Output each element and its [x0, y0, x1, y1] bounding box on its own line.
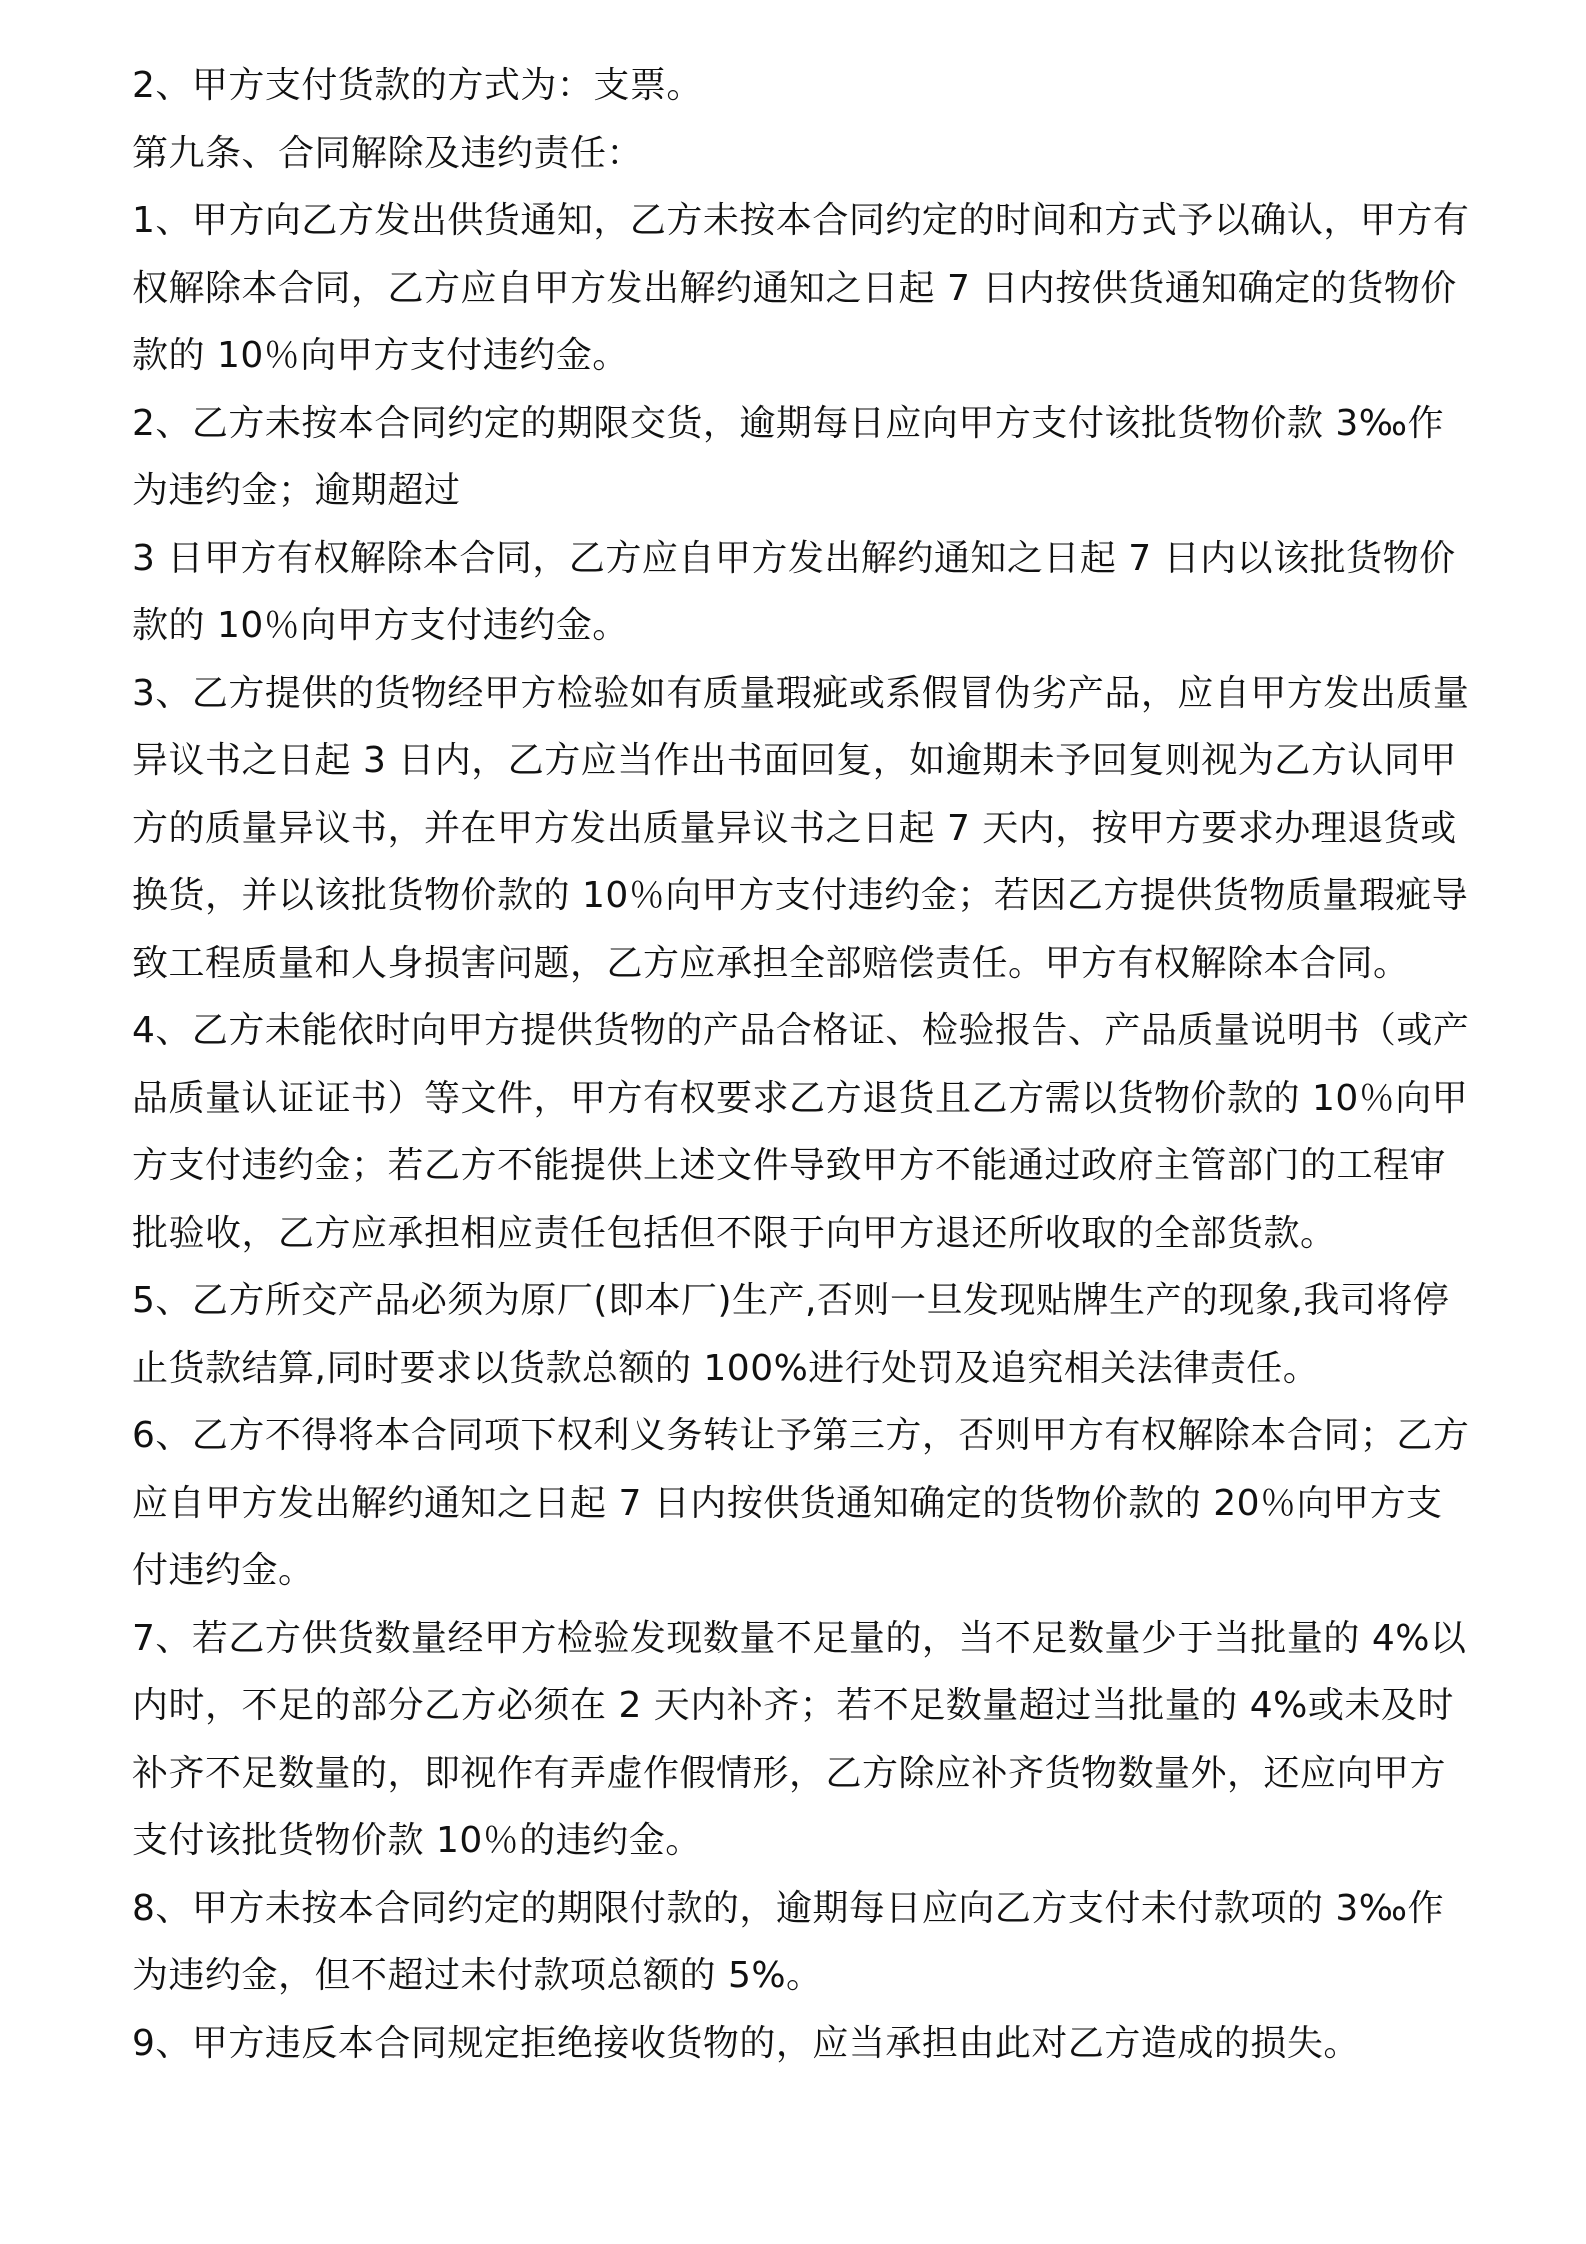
clause-9: 9、甲方违反本合同规定拒绝接收货物的，应当承担由此对乙方造成的损失。	[132, 2022, 1360, 2064]
clause-8: 8、甲方未按本合同约定的期限付款的，逾期每日应向乙方支付未付款项的 3‰作为违约金，但不超过未付款项总额的 5%。	[132, 1887, 1445, 1996]
document-body	[132, 52, 1472, 2077]
article-nine-heading: 第九条、合同解除及违约责任：	[132, 132, 644, 174]
clause-2: 2、乙方未按本合同约定的期限交货，逾期每日应向甲方支付该批货物价款 3‰作为违约金；逾期超过	[132, 402, 1445, 511]
clause-7: 7、若乙方供货数量经甲方检验发现数量不足量的，当不足数量少于当批量的 4%以内时，不足的部分乙方必须在 2 天内补齐；若不足数量超过当批量的 4%或未及时补齐不足数量的，即视作有弄虚作假情形，乙方除应补齐货物数量外，还应向甲方支付该批货物价款 10％的违约金。	[132, 1617, 1467, 1861]
clause-5: 5、乙方所交产品必须为原厂(即本厂)生产,否则一旦发现贴牌生产的现象,我司将停止货款结算,同时要求以货款总额的 100%进行处罚及追究相关法律责任。	[132, 1280, 1450, 1389]
clause-2-continued: 3 日甲方有权解除本合同，乙方应自甲方发出解约通知之日起 7 日内以该批货物价款的 10％向甲方支付违约金。	[132, 537, 1456, 646]
clause-6: 6、乙方不得将本合同项下权利义务转让予第三方，否则甲方有权解除本合同；乙方应自甲方发出解约通知之日起 7 日内按供货通知确定的货物价款的 20％向甲方支付违约金。	[132, 1415, 1470, 1591]
clause-1: 1、甲方向乙方发出供货通知，乙方未按本合同约定的时间和方式予以确认，甲方有权解除本合同，乙方应自甲方发出解约通知之日起 7 日内按供货通知确定的货物价款的 10％向甲方支付违约金。	[132, 200, 1470, 376]
clause-4: 4、乙方未能依时向甲方提供货物的产品合格证、检验报告、产品质量说明书（或产品质量认证证书）等文件，甲方有权要求乙方退货且乙方需以货物价款的 10％向甲方支付违约金；若乙方不能提供上述文件导致甲方不能通过政府主管部门的工程审批验收，乙方应承担相应责任包括但不限于向甲方退还所收取的全部货款。	[132, 1010, 1470, 1254]
clause-3: 3、乙方提供的货物经甲方检验如有质量瑕疵或系假冒伪劣产品，应自甲方发出质量异议书之日起 3 日内，乙方应当作出书面回复，如逾期未予回复则视为乙方认同甲方的质量异议书，并在甲方发出质量异议书之日起 7 天内，按甲方要求办理退货或换货，并以该批货物价款的 10％向甲方支付违约金；若因乙方提供货物质量瑕疵导致工程质量和人身损害问题，乙方应承担全部赔偿责任。甲方有权解除本合同。	[132, 672, 1470, 984]
payment-method-clause: 2、甲方支付货款的方式为：支票。	[132, 65, 703, 106]
